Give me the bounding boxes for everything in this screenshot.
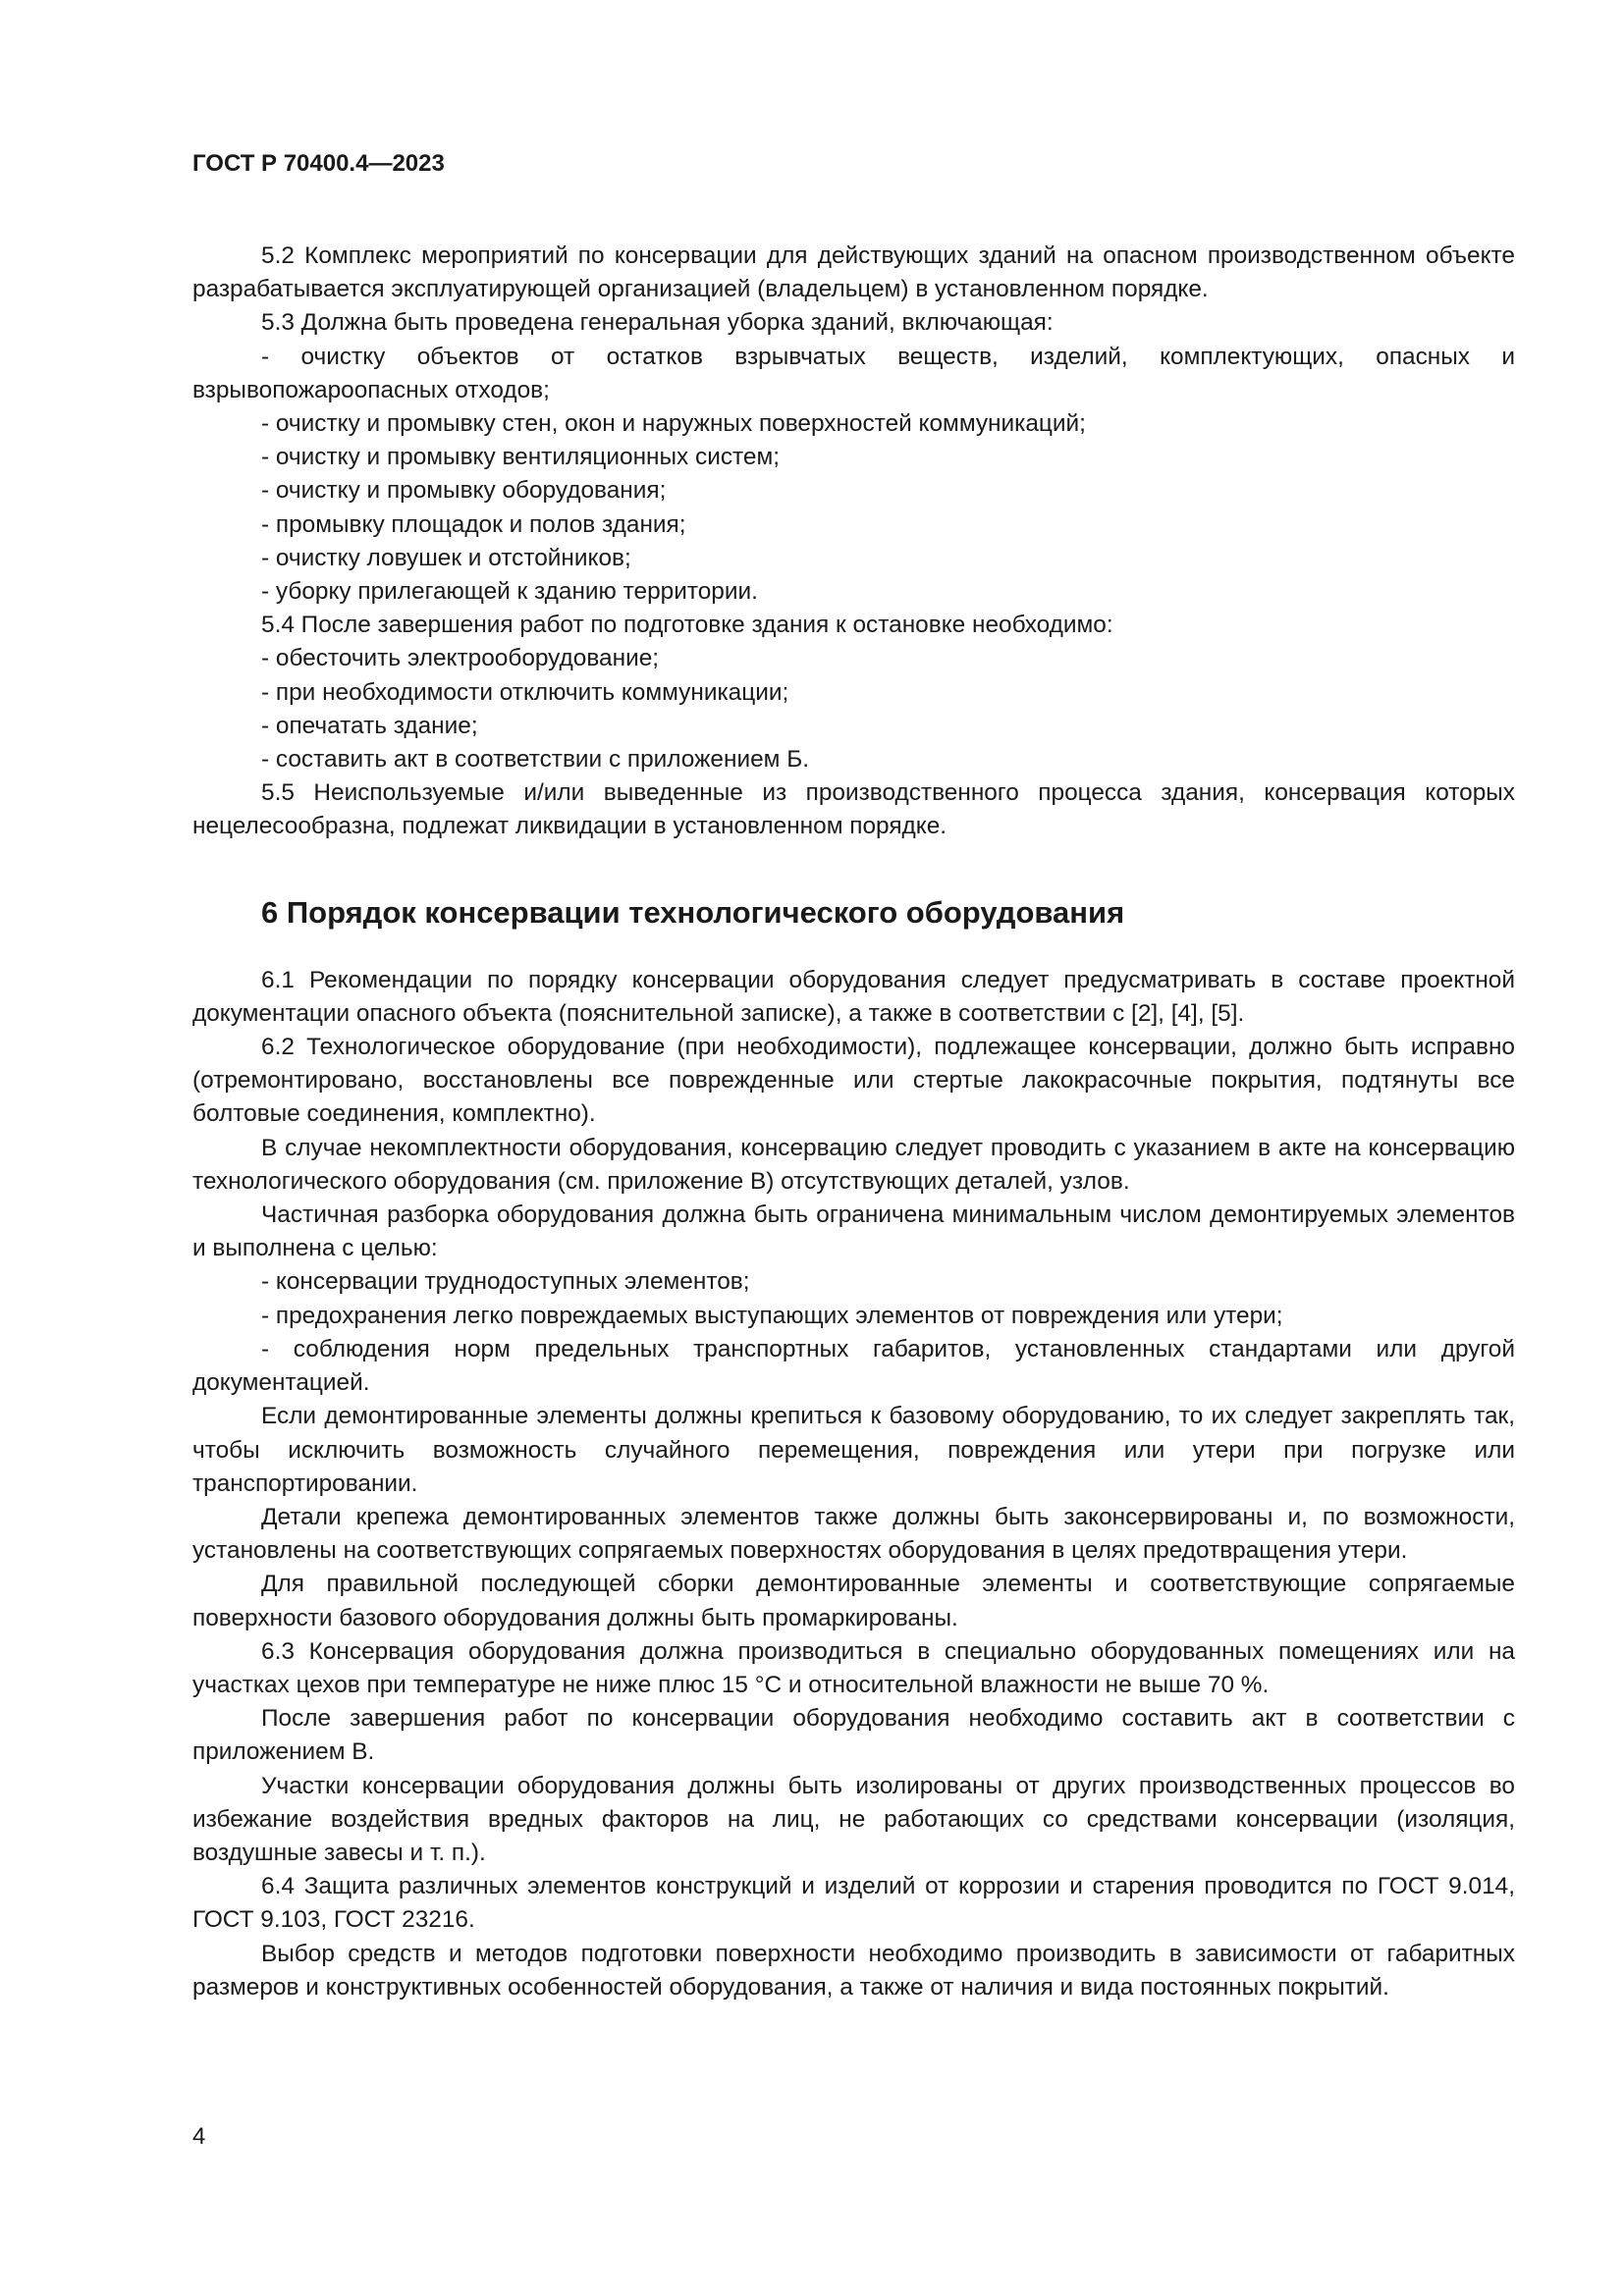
paragraph: 5.4 После завершения работ по подготовке здания к остановке необходимо: xyxy=(261,612,1113,639)
list-item: - уборку прилегающей к зданию территории. xyxy=(261,578,758,606)
section-6-body xyxy=(192,964,1515,2004)
paragraph: 5.2 Комплекс мероприятий по консервации для действующих зданий на опасном производственном объекте разрабатывается эксплуатирующей организацией (владельцем) в установленном порядке. xyxy=(192,242,1515,303)
list-item: - промывку площадок и полов здания; xyxy=(261,510,686,538)
paragraph: 6.3 Консервация оборудования должна производиться в специально оборудованных помещениях или на участках цехов при температуре не ниже плюс 15 °С и относительной влажности не выше 70 %. xyxy=(192,1637,1515,1698)
document-header: ГОСТ Р 70400.4—2023 xyxy=(192,150,445,177)
list-item: - составить акт в соответствии с приложением Б. xyxy=(261,746,809,774)
paragraph: Частичная разборка оборудования должна быть ограничена минимальным числом демонтируемых элементов и выполнена с целью: xyxy=(192,1201,1515,1262)
paragraph: Для правильной последующей сборки демонтированные элементы и соответствующие сопрягаемые поверхности базового оборудования должны быть промаркированы. xyxy=(192,1571,1515,1631)
list-item: - предохранения легко повреждаемых выступающих элементов от повреждения или утери; xyxy=(261,1302,1283,1329)
paragraph: 5.5 Неиспользуемые и/или выведенные из производственного процесса здания, консервация которых нецелесообразна, подлежат ликвидации в установленном порядке. xyxy=(192,779,1515,840)
paragraph: После завершения работ по консервации оборудования необходимо составить акт в соответствии с приложением В. xyxy=(192,1705,1515,1766)
document-page xyxy=(192,147,1515,2004)
list-item: - очистку и промывку стен, окон и наружных поверхностей коммуникаций; xyxy=(261,410,1086,438)
paragraph: Участки консервации оборудования должны быть изолированы от других производственных процессов во избежание воздействия вредных факторов на лиц, не работающих со средствами консервации (изоляция, воздушные завесы и т. п.). xyxy=(192,1772,1515,1866)
paragraph: Детали крепежа демонтированных элементов также должны быть законсервированы и, по возможности, установлены на соответствующих сопрягаемых поверхностях оборудования в целях предотвращения утери. xyxy=(192,1503,1515,1565)
section-5-body xyxy=(192,240,1515,844)
list-item: - очистку ловушек и отстойников; xyxy=(261,544,631,571)
list-item: - очистку и промывку вентиляционных систем; xyxy=(261,444,781,471)
paragraph: 6.1 Рекомендации по порядку консервации оборудования следует предусматривать в составе проектной документации опасного объекта (пояснительной записке), а также в соответствии с [2], [4], [5]. xyxy=(192,966,1515,1027)
list-item: - консервации труднодоступных элементов; xyxy=(261,1268,750,1296)
paragraph: Выбор средств и методов подготовки поверхности необходимо производить в зависимости от габаритных размеров и конструктивных особенностей оборудования, а также от наличия и вида постоянных покрытий. xyxy=(192,1940,1515,2001)
paragraph: 5.3 Должна быть проведена генеральная уборка зданий, включающая: xyxy=(261,309,1054,337)
list-item: - очистку и промывку оборудования; xyxy=(261,477,667,505)
paragraph: Если демонтированные элементы должны крепиться к базовому оборудованию, то их следует закреплять так, чтобы исключить возможность случайного перемещения, повреждения или утери при погрузке или транспортировании. xyxy=(192,1403,1515,1497)
paragraph: 6.2 Технологическое оборудование (при необходимости), подлежащее консервации, должно быть исправно (отремонтировано, восстановлены все поврежденные или стертые лакокрасочные покрытия, подтянуты все болтовые соединения, комплектно). xyxy=(192,1034,1515,1128)
paragraph: 6.4 Защита различных элементов конструкций и изделий от коррозии и старения проводится по ГОСТ 9.014, ГОСТ 9.103, ГОСТ 23216. xyxy=(192,1873,1515,1934)
list-item: - опечатать здание; xyxy=(261,712,478,739)
page-number: 4 xyxy=(192,2123,206,2150)
list-item: - обесточить электрооборудование; xyxy=(261,645,660,672)
section-6-title: 6 Порядок консервации технологического оборудования xyxy=(261,894,1125,930)
list-item: - при необходимости отключить коммуникации; xyxy=(261,678,789,706)
list-item: - очистку объектов от остатков взрывчатых веществ, изделий, комплектующих, опасных и взрывопожароопасных отходов; xyxy=(192,343,1515,403)
list-item: - соблюдения норм предельных транспортных габаритов, установленных стандартами или другой документацией. xyxy=(192,1335,1515,1397)
paragraph: В случае некомплектности оборудования, консервацию следует проводить с указанием в акте на консервацию технологического оборудования (см. приложение В) отсутствующих деталей, узлов. xyxy=(192,1134,1515,1195)
